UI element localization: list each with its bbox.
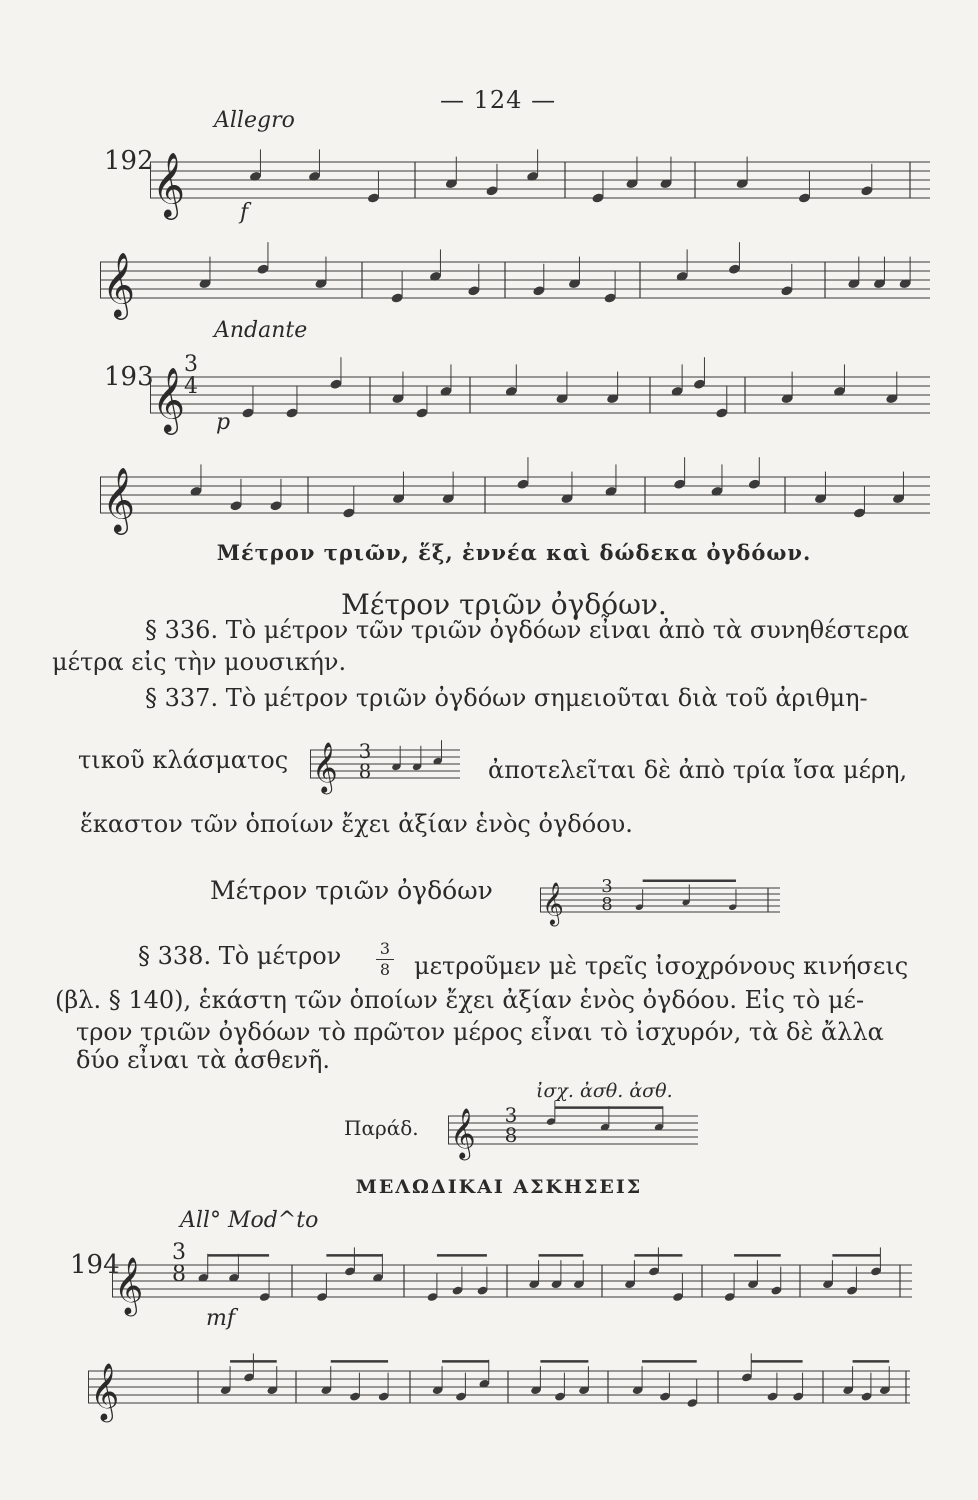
ts-193-den: 4 [184,374,198,399]
staff-192-line2 [100,250,930,318]
frac-338-num: 3 [379,939,391,958]
para-336-line2: μέτρα εἰς τὴν μουσικήν. [52,648,347,676]
staff-194-line1 [112,1254,912,1314]
staff-193-line2 [100,465,930,533]
staff-194-line2 [88,1360,910,1420]
treble-clef-icon: 𝄞 [450,1109,476,1160]
treble-clef-icon: 𝄞 [90,1361,120,1420]
para-338-line1a: § 338. Τὸ μέτρον [138,942,342,970]
ts-194-num: 3 [172,1240,186,1265]
example-number-192: 192 [104,146,154,176]
staff-192-line1 [150,150,930,218]
para-337-line2b: ἀποτελεῖται δὲ ἀπὸ τρία ἴσα μέρη, [488,756,908,784]
ts-meter-den: 8 [601,894,613,915]
ts-337-den: 8 [358,759,372,783]
example-label: Παράδ. [344,1116,419,1140]
dynamic-mf: mf [206,1306,236,1331]
treble-clef-icon: 𝄞 [542,880,564,925]
exercises-title: ΜΕΛΩΔΙΚΑΙ ΑΣΚΗΣΕΙΣ [355,1176,643,1198]
ts-beats-den: 8 [504,1123,518,1147]
page-number: — 124 — [440,86,557,114]
treble-clef-icon: 𝄞 [114,1255,144,1314]
para-337-line2a: τικοῦ κλάσματος [78,746,289,774]
para-338-line3: τρον τριῶν ὀγδόων τὸ πρῶτον μέρος εἶναι τὸ ἰσχυρόν, τὰ δὲ ἄλλα [76,1018,884,1046]
staff-193-line1 [150,365,930,433]
ts-193-num: 3 [184,352,198,377]
section-title: Μέτρον τριῶν ὀγδόων. [341,588,667,621]
para-338-line1b: μετροῦμεν μὲ τρεῖς ἰσοχρόνους κινήσεις [414,952,909,980]
para-337-line3: ἕκαστον τῶν ὁποίων ἔχει ἀξίαν ἑνὸς ὀγδόου. [80,810,633,838]
ts-337-num: 3 [358,739,372,763]
para-338-line2: (βλ. § 140), ἑκάστη τῶν ὁποίων ἔχει ἀξίαν ἑνὸς ὀγδόου. Εἰς τὸ μέ- [55,986,865,1014]
dynamic-f: f [240,200,249,225]
staff-ts-38 [310,739,460,794]
ts-meter-num: 3 [601,876,613,897]
ts-194-den: 8 [172,1262,186,1287]
meter-label: Μέτρον τριῶν ὀγδόων [210,876,493,905]
para-337-line1: § 337. Τὸ μέτρον τριῶν ὀγδόων σημειοῦται διὰ τοῦ ἀριθμη- [145,684,868,712]
para-336-line1: § 336. Τὸ μέτρον τῶν τριῶν ὀγδόων εἶναι ἀπὸ τὰ συνηθέστερα [145,616,910,644]
staff-meter-38 [540,876,780,925]
tempo-andante: Andante [214,318,308,343]
treble-clef-icon: 𝄞 [152,152,185,218]
treble-clef-icon: 𝄞 [102,252,135,318]
para-338-line4: δύο εἶναι τὰ ἀσθενῆ. [76,1046,330,1074]
treble-clef-icon: 𝄞 [312,743,338,794]
example-number-193: 193 [104,362,154,392]
treble-clef-icon: 𝄞 [102,467,135,533]
ts-beats-num: 3 [504,1103,518,1127]
staff-beats-38 [448,1103,698,1160]
example-number-194: 194 [70,1250,120,1280]
section-title-bold: Μέτρον τριῶν, ἕξ, ἐννέα καὶ δώδεκα ὀγδόων. [216,540,812,565]
beat-labels: ἰσχ. ἀσθ. ἀσθ. [536,1080,673,1102]
treble-clef-icon: 𝄞 [152,367,185,433]
dynamic-p: p [216,410,231,435]
tempo-allegro-moderato: All° Mod^to [180,1208,319,1233]
tempo-allegro: Allegro [214,108,295,133]
frac-338-den: 8 [379,960,391,979]
